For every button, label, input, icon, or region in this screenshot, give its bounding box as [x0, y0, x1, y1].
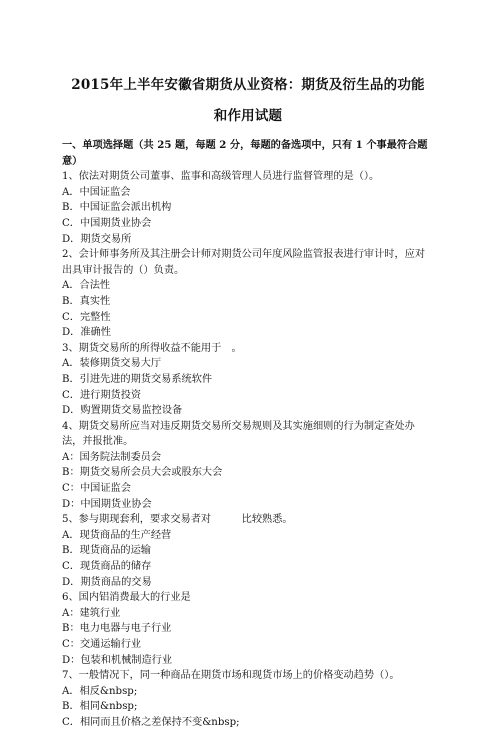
answer-option: C．现货商品的储存 [62, 561, 152, 573]
answer-option: A．相反&nbsp; [62, 685, 138, 697]
answer-option: B：期货交易所会员大会或股东大会 [62, 467, 223, 479]
answer-option: C．完整性 [62, 311, 111, 323]
answer-option: D．期货交易所 [62, 233, 132, 245]
document-body [62, 138, 434, 731]
question-stem: 3、期货交易所的所得收益不能用于 。 [62, 342, 242, 354]
question-stem: 1、依法对期货公司董事、监事和高级管理人员进行监督管理的是（）。 [62, 171, 380, 183]
answer-option: A．现货商品的生产经营 [62, 529, 172, 541]
document-title-line1: 2015年上半年安徽省期货从业资格：期货及衍生品的功能 [71, 77, 425, 93]
question-stem: 2、会计师事务所及其注册会计师对期货公司年度风险监管报表进行审计时，应对出具审计报告的（）负责。 [62, 249, 426, 276]
answer-option: B．现货商品的运输 [62, 545, 151, 557]
answer-option: A：建筑行业 [62, 607, 121, 619]
answer-option: A．合法性 [62, 280, 111, 292]
question-stem: 5、参与期现套利，要求交易者对 比较熟悉。 [62, 514, 293, 526]
answer-option: B．引进先进的期货交易系统软件 [62, 373, 213, 385]
answer-option: B．相同&nbsp; [62, 701, 138, 713]
answer-option: B．中国证监会派出机构 [62, 202, 172, 214]
answer-option: A．装修期货交易大厅 [62, 358, 162, 370]
answer-option: C．相同而且价格之差保持不变&nbsp; [62, 716, 240, 728]
question-stem: 7、一般情况下，同一种商品在期货市场和现货市场上的价格变动趋势（）。 [62, 670, 400, 682]
question-stem: 4、期货交易所应当对违反期货交易所交易规则及其实施细则的行为制定查处办法，并报批准。 [62, 420, 415, 448]
question-stem: 6、国内铝消费最大的行业是 [62, 592, 191, 604]
answer-option: D．准确性 [62, 327, 111, 339]
answer-option: A：国务院法制委员会 [62, 451, 162, 463]
answer-option: B．真实性 [62, 295, 111, 307]
answer-option: D．期货商品的交易 [62, 576, 152, 588]
answer-option: D：中国期货业协会 [62, 498, 152, 510]
answer-option: D：包装和机械制造行业 [62, 654, 173, 666]
answer-option: C．中国期货业协会 [62, 217, 152, 229]
answer-option: C：中国证监会 [62, 483, 131, 495]
answer-option: B：电力电器与电子行业 [62, 623, 172, 635]
answer-option: C．进行期货投资 [62, 389, 142, 401]
answer-option: C：交通运输行业 [62, 639, 142, 650]
answer-option: D．购置期货交易监控设备 [62, 405, 183, 417]
section-heading: 一、单项选择题（共 25 题，每题 2 分，每题的备选项中，只有 1 个事最符合题意） [62, 139, 428, 167]
document-title-line2: 和作用试题 [213, 108, 283, 124]
answer-option: A．中国证监会 [62, 186, 131, 198]
